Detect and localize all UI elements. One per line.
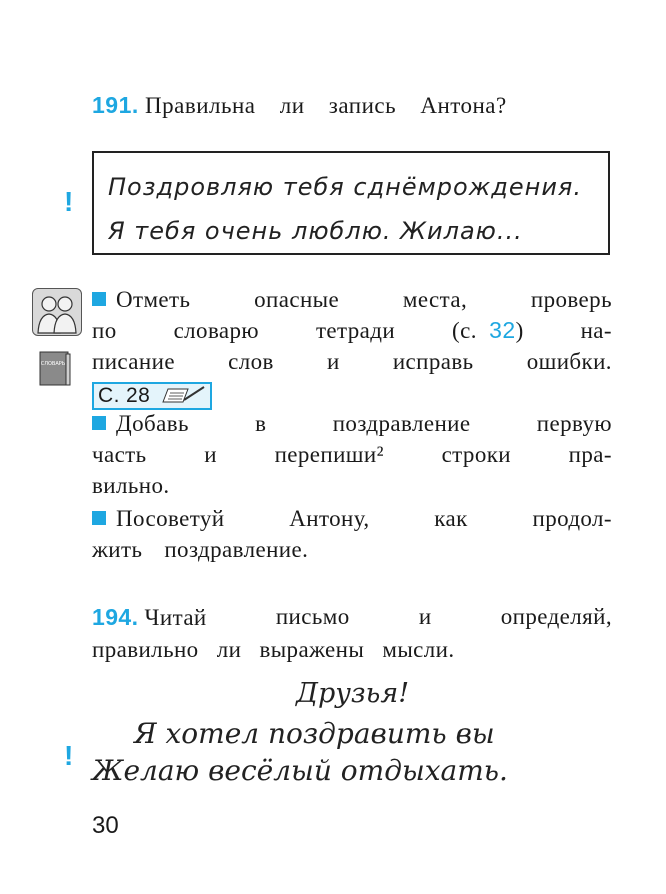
dictionary-label: СЛОВАРЬ xyxy=(40,361,66,367)
exercise-number: 191. xyxy=(92,92,139,118)
page-number: 30 xyxy=(92,812,119,839)
letter-line-1: Я хотел поздравить вы xyxy=(134,717,495,750)
page-reference-link[interactable]: 32 xyxy=(489,317,516,343)
dictionary-book-icon xyxy=(38,351,72,387)
textbook-reference-badge[interactable]: С. 28 xyxy=(92,382,212,410)
task-bullet-icon xyxy=(92,511,106,525)
pair-work-icon xyxy=(32,288,82,336)
task-add-greeting: Добавь в поздравление первую часть и перепиши² строки пра- вильно. xyxy=(92,411,612,498)
task-bullet-icon xyxy=(92,416,106,430)
exercise-191-heading xyxy=(92,92,507,119)
exercise-194: 194. Читай письмо и определяй, правильно ли выражены мысли. xyxy=(92,604,612,662)
task-line: по словарю тетради (с. 32) на- xyxy=(92,317,612,343)
task-line: Отметь опасные места, проверь xyxy=(92,284,612,315)
notebook-pen-icon xyxy=(160,385,206,405)
handwritten-line-1: Поздровляю тебя сднёмрождения. xyxy=(108,173,582,201)
exercise-number: 194. xyxy=(92,604,139,630)
task-line: писание слов и исправь ошибки. xyxy=(92,349,612,374)
task-check-spelling xyxy=(92,284,612,410)
handwritten-note-box xyxy=(92,151,610,255)
task-advise-anton: Посоветуй Антону, как продол- жить поздравление. xyxy=(92,506,612,562)
exercise-question: Правильна ли запись Антона? xyxy=(145,93,507,118)
attention-mark: ! xyxy=(64,740,74,771)
letter-greeting: Друзья! xyxy=(296,678,410,709)
attention-mark: ! xyxy=(64,186,74,217)
task-bullet-icon xyxy=(92,292,106,306)
handwritten-line-2: Я тебя очень люблю. Жилаю... xyxy=(108,217,523,245)
letter-line-2: Желаю весёлый отдыхать. xyxy=(92,754,508,787)
